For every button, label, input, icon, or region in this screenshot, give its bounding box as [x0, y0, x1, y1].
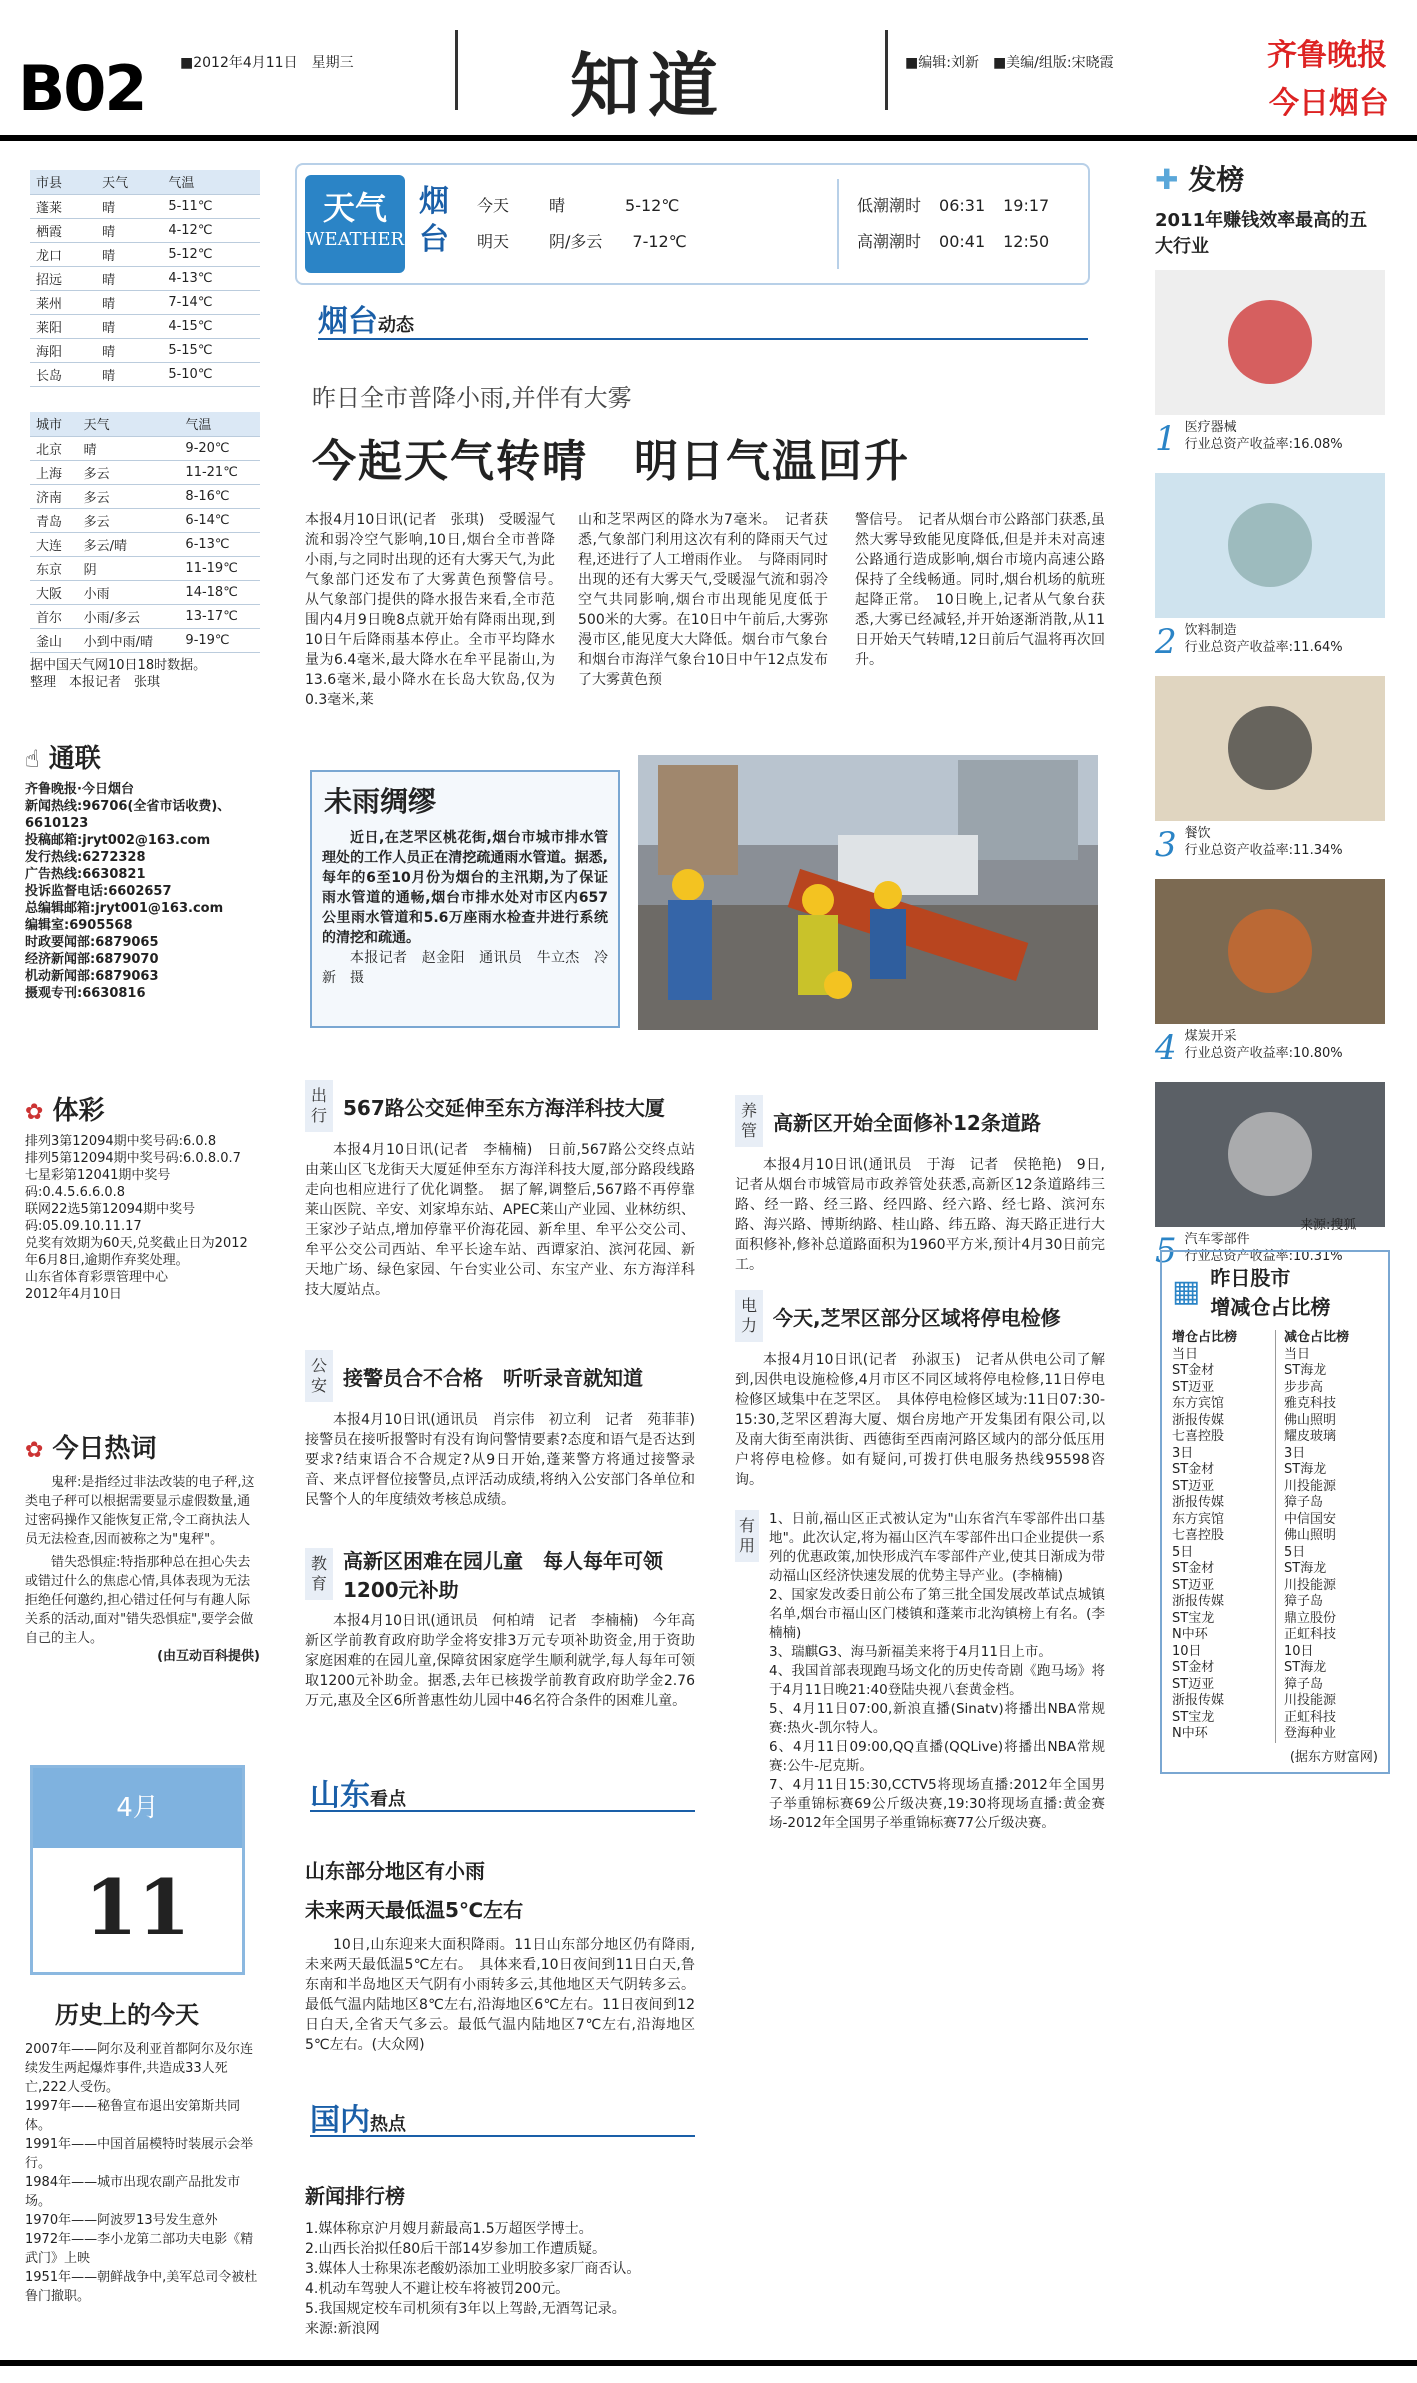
stock-name: 獐子岛: [1284, 1495, 1324, 1510]
industry-item: [1155, 270, 1385, 459]
table-cell: 莱阳: [30, 314, 96, 338]
industry-rate: 行业总资产收益率:10.31%: [1184, 1249, 1343, 1264]
industry-rate: 行业总资产收益率:10.80%: [1184, 1046, 1343, 1061]
table-cell: 上海: [30, 460, 78, 484]
table-cell: 5-12℃: [162, 242, 260, 266]
industry-text: [1185, 622, 1343, 662]
newspaper-edition: 今日烟台: [1269, 86, 1389, 121]
stock-name: 七喜控股: [1172, 1528, 1225, 1543]
stock-name: ST迈亚: [1172, 1379, 1215, 1395]
table-cell: 7-14℃: [162, 290, 260, 314]
divider: [455, 30, 458, 110]
guonei-ranking: 新闻排行榜 1.媒体称京沪月嫂月薪最高1.5万超医学博士。 2.山西长治拟任80后干部14岁参加工作遭质疑。 3.媒体人士称果冻老酸奶添加工业明胶多家厂商否认。 4.机动车驾驶人不避让校车将被罚200元。 5.我国规定校车司机须有3年以上驾龄,无酒驾记录。 来源:新浪网: [305, 2180, 695, 2339]
stock-name: 步步高: [1284, 1379, 1324, 1395]
ranking-item: 4.机动车驾驶人不避让校车将被罚200元。: [305, 2281, 570, 2297]
table-cell: 蓬莱: [30, 194, 96, 218]
weather-city: 烟台: [419, 184, 449, 257]
stock-name: 川投能源: [1284, 1693, 1337, 1708]
high-tide: 高潮潮时 00:41 12:50: [857, 232, 1050, 251]
table-cell: 招远: [30, 266, 96, 290]
industry-caption: [1155, 419, 1385, 459]
contact-line: 齐鲁晚报·今日烟台: [25, 782, 134, 797]
stock-name: 鼎立股份: [1284, 1610, 1337, 1626]
section-title: 知道: [570, 45, 726, 127]
table-cell: 大连: [30, 532, 78, 556]
stock-name: ST金材: [1172, 1363, 1215, 1378]
news-item: 出行 567路公交延伸至东方海洋科技大厦 本报4月10日讯(记者 李楠楠) 日前,567路公交终点站由莱山区飞龙街天大厦延伸至东方海洋科技大厦,部分路段线路走向也相应进行了优化调整。 据了解,调整后,567路不再停靠莱山医院、辛安、刘家埠东站、APEC莱山产业园、业林纺织、王家沙子站点,增加停靠平价海花园、新牟里、牟平公交公司、牟平公交公司西站、牟平长途车站、西谭家泊、滨河花园、新天地广场、绿色家园、午台实业公司、东宝产业、东方海洋科技大厦站点。: [305, 1080, 695, 1300]
stock-name: 当日: [1172, 1346, 1199, 1362]
stock-name: 10日: [1172, 1643, 1202, 1659]
stock-name: 当日: [1284, 1346, 1311, 1362]
stock-name: 佛山照明: [1284, 1528, 1337, 1543]
stock-name: 佛山照明: [1284, 1412, 1337, 1428]
newspaper-logo: 齐鲁晚报: [1267, 38, 1387, 73]
hand-icon: ☝: [25, 745, 40, 773]
table-cell: 13-17℃: [179, 604, 260, 628]
table-cell: 8-16℃: [179, 484, 260, 508]
stock-name: 獐子岛: [1284, 1676, 1324, 1692]
stock-name: 正虹科技: [1284, 1627, 1337, 1642]
contact-line: 摄观专刊:6630816: [25, 986, 146, 1001]
history-line: 1972年——李小龙第二部功夫电影《精武门》上映: [25, 2232, 254, 2266]
history-section: [25, 1995, 260, 2306]
industry-rank: 5: [1155, 1231, 1177, 1271]
table-cell: 晴: [96, 314, 162, 338]
industry-rate: 行业总资产收益率:11.64%: [1184, 640, 1343, 655]
industry-name: 饮料制造: [1184, 623, 1237, 638]
stock-name: 登海种业: [1284, 1726, 1337, 1741]
industry-rate: 行业总资产收益率:11.34%: [1184, 843, 1343, 858]
stock-name: 川投能源: [1284, 1577, 1337, 1593]
industry-photo: [1155, 1082, 1385, 1227]
top-rule: [0, 135, 1417, 141]
reci-section: ✿ 今日热词 鬼秤:是指经过非法改装的电子秤,这类电子秤可以根据需要显示虚假数量,通过密码操作又能恢复正常,令工商执法人员无法检查,因而被称之为"鬼秤"。 错失恐惧症:特指那种总在担心失去或错过什么的焦虑心情,具体表现为无法拒绝任何邀约,担心错过任何与有趣人际关系的活动,面对"错失恐惧症",要学会做自己的主人。 (由互动百科提供): [25, 1434, 260, 1664]
stock-name: N中环: [1172, 1627, 1208, 1642]
industry-name: 餐饮: [1184, 826, 1211, 841]
stock-name: 浙报传媒: [1172, 1693, 1225, 1708]
table-row: [30, 194, 260, 218]
article-col1: 本报4月10日讯(记者 张琪) 受暖湿气流和弱冷空气影响,10日,烟台全市普降小雨,与之同时出现的还有大雾天气,为此气象部门还发布了大雾黄色预警信号。 从气象部门提供的降水报告来看,全市范围内4月9日晚8点就开始有降雨出现,到10日午后降雨基本停止。全市平均降水量为6.4毫米,最大降水在牟平昆嵛山,为13.6毫米,最小降水在长岛大钦岛,仅为0.3毫米,莱: [305, 512, 569, 708]
stock-name: ST金材: [1172, 1561, 1215, 1576]
article-col2: 山和芝罘两区的降水为7毫米。 记者获悉,气象部门利用这次有利的降雨天气过程,还进行了人工增雨作业。 与降雨同时出现的还有大雾天气,受暖湿气流和弱冷空气共同影响,烟台市出现能见度低于500米的大雾。在10日中午前后,大雾弥漫市区,能见度大大降低。烟台市气象台和烟台市海洋气象台10日中午12点发布了大雾黄色预: [578, 512, 828, 688]
table-cell: 阴: [78, 556, 180, 580]
chart-icon: ▦: [1172, 1273, 1201, 1309]
lottery-line: 兑奖有效期为60天,兑奖截止日为2012年6月8日,逾期作弃奖处理。: [25, 1236, 248, 1268]
stock-box: ▦ 昨日股市 增减仓占比榜 增仓占比榜 当日 ST金材 ST迈亚 东方宾馆 浙报传媒 七喜控股 3日 ST金材 ST迈亚 浙报传媒 东方宾馆 七喜控股 5日 ST金材 ST迈亚 浙报传媒 ST宝龙 N中环 10日 ST金材 ST迈亚 浙报传媒 ST宝龙 N中环 减仓占比榜 当日 ST海龙 步步高 雅克科技 佛山照明 耀皮玻璃 3日 ST海龙 川投能源 獐子岛 中信国安 佛山照明 5日 ST海龙 川投能源 獐子岛 鼎立股份 正虹科技 10日 ST海龙 獐子岛 川投能源 正虹科技 登海种业 (据东方财富网): [1160, 1250, 1390, 1774]
table-row: [30, 362, 260, 386]
table-row: [30, 508, 260, 532]
table-row: [30, 484, 260, 508]
stock-name: ST迈亚: [1172, 1478, 1215, 1494]
industry-rank: 4: [1155, 1028, 1177, 1068]
article-col3: 警信号。 记者从烟台市公路部门获悉,虽然大雾导致能见度降低,但是并未对高速公路通行造成影响,烟台市境内高速公路保持了全线畅通。同时,烟台机场的航班起降正常。 10日晚上,记者从气象台获悉,大雾已经减轻,并开始逐渐消散,从11日开始天气转晴,12日前后气温将再次回升。: [855, 512, 1105, 668]
calendar: [30, 1765, 245, 1975]
tonglian-section: [25, 738, 260, 1002]
table-cell: 青岛: [30, 508, 78, 532]
stock-name: 雅克科技: [1284, 1396, 1337, 1411]
stock-name: ST海龙: [1284, 1462, 1327, 1477]
article-headline: 今起天气转晴 明日气温回升: [312, 436, 910, 487]
fabang-source: 来源:搜狐: [1300, 1218, 1357, 1233]
table-cell: 6-13℃: [179, 532, 260, 556]
weather-note: 据中国天气网10日18时数据。: [30, 657, 207, 673]
stock-name: ST海龙: [1284, 1363, 1327, 1378]
table-row: [30, 580, 260, 604]
stock-name: 3日: [1284, 1445, 1306, 1461]
flower-icon: ✿: [25, 1438, 44, 1463]
stock-name: ST金材: [1172, 1462, 1215, 1477]
stock-name: 5日: [1172, 1544, 1194, 1560]
table-cell: 5-15℃: [162, 338, 260, 362]
weather-credit: 整理 本报记者 张琪: [30, 674, 161, 690]
table-cell: 9-20℃: [179, 436, 260, 460]
industry-item: [1155, 676, 1385, 865]
weather-today: 今天 晴 5-12℃: [477, 196, 680, 215]
history-title: 历史上的今天: [55, 2001, 199, 2029]
industry-rank: 2: [1155, 622, 1177, 662]
city-weather-table: 市县 天气 气温 蓬莱 晴 5-11℃ 栖霞 晴 4-12℃ 龙口 晴 5-12℃ 招远 晴 4-13℃ 莱州 晴 7-14℃ 莱阳 晴 4-15℃ 海阳 晴 5-15℃ 长岛 晴 5-10℃: [30, 170, 260, 387]
lottery-line: 2012年4月10日: [25, 1287, 122, 1302]
table-cell: 东京: [30, 556, 78, 580]
table-cell: 多云/晴: [78, 532, 180, 556]
table-cell: 6-14℃: [179, 508, 260, 532]
lottery-line: 联网22选5第12094期中奖号码:05.09.10.11.17: [25, 1202, 196, 1234]
stock-name: 正虹科技: [1284, 1709, 1337, 1725]
table-cell: 晴: [78, 436, 180, 460]
industry-item: [1155, 473, 1385, 662]
table-cell: 栖霞: [30, 218, 96, 242]
table-cell: 多云: [78, 508, 180, 532]
stock-name: 东方宾馆: [1172, 1396, 1225, 1411]
stock-name: 獐子岛: [1284, 1594, 1324, 1609]
industry-item: [1155, 1082, 1385, 1271]
table-cell: 首尔: [30, 604, 78, 628]
lottery-line: 山东省体育彩票管理中心: [25, 1270, 169, 1285]
table-cell: 龙口: [30, 242, 96, 266]
contact-line: 发行热线:6272328: [25, 850, 146, 865]
table-cell: 长岛: [30, 362, 96, 386]
stock-name: 浙报传媒: [1172, 1594, 1225, 1609]
table-row: [30, 436, 260, 460]
weather-tomorrow: 明天 阴/多云 7-12℃: [477, 232, 687, 251]
stock-name: 中信国安: [1284, 1511, 1337, 1527]
stock-name: ST迈亚: [1172, 1577, 1215, 1593]
weiyu-box: 未雨绸缪 近日,在芝罘区桃花街,烟台市城市排水管理处的工作人员正在清挖疏通雨水管道。据悉,每年的6至10月份为烟台的主汛期,为了保证雨水管道的通畅,烟台市排水处对市区内657公里雨水管道和5.6万座雨水检查井进行系统的清挖和疏通。 本报记者 赵金阳 通讯员 牛立杰 冷新 摄: [310, 770, 620, 1028]
industry-photo: [1155, 473, 1385, 618]
table-row: [30, 338, 260, 362]
industry-caption: [1155, 825, 1385, 865]
contact-line: 机动新闻部:6879063: [25, 969, 159, 984]
stock-name: 川投能源: [1284, 1478, 1337, 1494]
shandong-article: 山东部分地区有小雨 未来两天最低温5℃左右 10日,山东迎来大面积降雨。11日山东部分地区仍有降雨,未来两天最低温5℃左右。 具体来看,10日夜间到11日白天,鲁东南和半岛地区天气阴有小雨转多云,其他地区天气阴转多云。最低气温内陆地区8℃左右,沿海地区6℃左右。11日夜间到12日白天,全省天气多云。最低气温内陆地区7℃左右,沿海地区5℃左右。(大众网): [305, 1859, 695, 2053]
stock-name: 东方宾馆: [1172, 1511, 1225, 1527]
table-row: [30, 628, 260, 652]
table-cell: 釜山: [30, 628, 78, 652]
industry-text: [1185, 419, 1343, 459]
stock-name: 浙报传媒: [1172, 1495, 1225, 1510]
guonei-head: 国内热点: [310, 2095, 695, 2137]
tonglian-title: ☝ 通联: [25, 744, 101, 774]
table-row: [30, 290, 260, 314]
table-cell: 晴: [96, 338, 162, 362]
news-item: 有用 1、日前,福山区正式被认定为"山东省汽车零部件出口基地"。此次认定,将为福山区汽车零部件出口企业提供一系列的优惠政策,加快形成汽车零部件产业,使其日渐成为带动福山区经济快速发展的优势主导产业。(李楠楠) 2、国家发改委日前公布了第三批全国发展改革试点城镇名单,烟台市福山区门楼镇和蓬莱市北沟镇榜上有名。(李楠楠) 3、瑞麒G3、海马新福美来将于4月11日上市。 4、我国首部表现跑马场文化的历史传奇剧《跑马场》将于4月11日晚21:40登陆央视八套黄金档。 5、4月11日07:00,新浪直播(Sinatv)将播出NBA常规赛:热火-凯尔特人。 6、4月11日09:00,QQ直播(QQLive)将播出NBA常规赛:公牛-尼克斯。 7、4月11日15:30,CCTV5将现场直播:2012年全国男子举重锦标赛69公斤级决赛,19:30将现场直播:黄金赛场-2012年全国男子举重锦标赛77公斤级决赛。: [735, 1510, 1105, 1833]
flower-icon: ✿: [25, 1100, 44, 1125]
table-row: [30, 532, 260, 556]
industry-name: 汽车零部件: [1184, 1232, 1250, 1247]
ranking-item: 5.我国规定校车司机须有3年以上驾龄,无酒驾记录。: [305, 2301, 626, 2317]
industry-photo: [1155, 270, 1385, 415]
industry-rank: 3: [1155, 825, 1177, 865]
contact-line: 编辑室:6905568: [25, 918, 133, 933]
table-cell: 莱州: [30, 290, 96, 314]
bottom-rule: [0, 2360, 1417, 2366]
history-line: 1997年——秘鲁宣布退出安第斯共同体。: [25, 2099, 241, 2133]
china-weather-table: 城市 天气 气温 北京 晴 9-20℃ 上海 多云 11-21℃ 济南 多云 8-16℃ 青岛 多云 6-14℃ 大连 多云/晴 6-13℃ 东京 阴 11-19℃ 大阪 小雨 14-18℃ 首尔 小雨/多云 13-17℃ 釜山 小到中雨/晴 9-19℃ 据中国天气网10日18时数据。 整理 本报记者 张琪: [30, 412, 260, 691]
table-cell: 济南: [30, 484, 78, 508]
history-line: 1991年——中国首届模特时装展示会举行。: [25, 2137, 254, 2171]
industry-name: 医疗器械: [1184, 420, 1237, 435]
calendar-day: 11: [84, 1863, 191, 1952]
header-date: ■2012年4月11日 星期三: [180, 55, 354, 71]
table-cell: 大阪: [30, 580, 78, 604]
stock-name: 3日: [1172, 1445, 1194, 1461]
ranking-item: 3.媒体人士称果冻老酸奶添加工业明胶多家厂商否认。: [305, 2261, 641, 2277]
history-line: 1951年——朝鲜战争中,美军总司令被杜鲁门撤职。: [25, 2270, 258, 2304]
stock-name: 浙报传媒: [1172, 1412, 1225, 1428]
table-cell: 4-12℃: [162, 218, 260, 242]
industry-name: 煤炭开采: [1184, 1029, 1237, 1044]
table-cell: 5-10℃: [162, 362, 260, 386]
ticai-section: ✿ 体彩 排列3第12094期中奖号码:6.0.8 排列5第12094期中奖号码:6.0.8.0.7 七星彩第12041期中奖号码:0.4.5.6.6.0.8 联网22选5第12094期中奖号码:05.09.10.11.17 兑奖有效期为60天,兑奖截止日为2012年6月8日,逾期作弃奖处理。 山东省体育彩票管理中心 2012年4月10日: [25, 1090, 260, 1303]
stock-name: ST宝龙: [1172, 1709, 1215, 1725]
stock-name: N中环: [1172, 1726, 1208, 1741]
weather-badge: 天气 WEATHER: [305, 175, 405, 273]
news-item: 养管 高新区开始全面修补12条道路 本报4月10日讯(通讯员 于海 记者 侯艳艳) 9日,记者从烟台市城管局市政养管处获悉,高新区12条道路纬三路、经一路、经三路、经四路、经六路、经七路、滨河东路、海兴路、博斯纳路、桂山路、纬五路、海天路正进行大面积修补,修补总道路面积为1960平方米,预计4月30日前完工。: [735, 1095, 1105, 1275]
low-tide: 低潮潮时 06:31 19:17: [857, 196, 1050, 215]
table-cell: 晴: [96, 362, 162, 386]
contact-line: 投诉监督电话:6602657: [25, 884, 172, 899]
stock-name: 10日: [1284, 1643, 1314, 1659]
table-row: [30, 218, 260, 242]
contact-line: 新闻热线:96706(全省市话收费)、6610123: [25, 799, 231, 831]
industry-rate: 行业总资产收益率:16.08%: [1184, 437, 1343, 452]
table-cell: 14-18℃: [179, 580, 260, 604]
ranking-item: 2.山西长治拟任80后干部14岁参加工作遭质疑。: [305, 2241, 606, 2257]
fabang-list: [1155, 270, 1385, 1285]
stock-name: ST宝龙: [1172, 1610, 1215, 1626]
article-kicker: 昨日全市普降小雨,并伴有大雾: [312, 384, 632, 412]
table-cell: 晴: [96, 266, 162, 290]
history-line: 1970年——阿波罗13号发生意外: [25, 2213, 218, 2228]
stock-name: ST海龙: [1284, 1660, 1327, 1675]
table-cell: 多云: [78, 460, 180, 484]
puzzle-icon: ✚: [1155, 163, 1179, 196]
history-line: 1984年——城市出现农副产品批发市场。: [25, 2175, 241, 2209]
contact-line: 投稿邮箱:jryt002@163.com: [25, 833, 211, 848]
table-cell: 4-15℃: [162, 314, 260, 338]
lottery-line: 排列5第12094期中奖号码:6.0.8.0.7: [25, 1151, 241, 1166]
shandong-head: 山东看点: [310, 1770, 695, 1812]
stock-name: 耀皮玻璃: [1284, 1429, 1337, 1444]
divider: [885, 30, 888, 110]
yantai-section-head: 烟台动态: [318, 296, 1088, 340]
calendar-month: 4月: [33, 1768, 242, 1848]
table-cell: 11-19℃: [179, 556, 260, 580]
table-cell: 小雨: [78, 580, 180, 604]
table-cell: 4-13℃: [162, 266, 260, 290]
lottery-line: 七星彩第12041期中奖号码:0.4.5.6.6.0.8: [25, 1168, 171, 1200]
industry-text: [1185, 825, 1343, 865]
stock-name: ST金材: [1172, 1660, 1215, 1675]
industry-photo: [1155, 676, 1385, 821]
table-cell: 北京: [30, 436, 78, 460]
table-cell: 晴: [96, 194, 162, 218]
industry-rank: 1: [1155, 419, 1177, 459]
workers-photo: [638, 755, 1098, 1030]
table-cell: 晴: [96, 218, 162, 242]
industry-caption: [1155, 1028, 1385, 1068]
table-cell: 9-19℃: [179, 628, 260, 652]
page-number: B02: [18, 52, 146, 125]
table-row: [30, 314, 260, 338]
stock-name: 5日: [1284, 1544, 1306, 1560]
fabang-section: ✚ 发榜 2011年赚钱效率最高的五大行业: [1155, 163, 1368, 257]
industry-caption: [1155, 622, 1385, 662]
stock-name: ST海龙: [1284, 1561, 1327, 1576]
history-line: 2007年——阿尔及利亚首都阿尔及尔连续发生两起爆炸事件,共造成33人死亡,222人受伤。: [25, 2042, 254, 2095]
table-cell: 小雨/多云: [78, 604, 180, 628]
industry-photo: [1155, 879, 1385, 1024]
table-cell: 5-11℃: [162, 194, 260, 218]
table-cell: 海阳: [30, 338, 96, 362]
stock-name: 七喜控股: [1172, 1429, 1225, 1444]
table-row: [30, 556, 260, 580]
ranking-item: 1.媒体称京沪月嫂月薪最高1.5万超医学博士。: [305, 2221, 593, 2237]
industry-text: [1185, 1028, 1343, 1068]
header-editors: ■编辑:刘新 ■美编/组版:宋晓霞: [905, 55, 1114, 71]
stock-name: ST迈亚: [1172, 1676, 1215, 1692]
table-row: [30, 242, 260, 266]
news-item: 电力 今天,芝罘区部分区域将停电检修 本报4月10日讯(记者 孙淑玉) 记者从供电公司了解到,因供电设施检修,4月市区不同区域将停电检修,11日停电检修区域集中在芝罘区。 具体停电检修区域为:11日07:30-15:30,芝罘区碧海大厦、烟台房地产开发集团有限公司,以及南大街至南洪街、西德街至西南河路区域内的部分低压用户将停电检修。如有疑问,可拨打供电服务热线95598咨询。: [735, 1290, 1105, 1490]
news-item: 公安 接警员合不合格 听听录音就知道 本报4月10日讯(通讯员 肖宗伟 初立利 记者 苑菲菲) 接警员在接听报警时有没有询问警情要素?态度和语气是否达到要求?结束语合不合规定?从9日开始,蓬莱警方将通过接警录音、来点评督位接警员,点评活动成绩,将纳入公安部门各单位和民警个人的年度绩效考核总成绩。: [305, 1350, 695, 1510]
table-cell: 11-21℃: [179, 460, 260, 484]
contact-line: 时政要闻部:6879065: [25, 935, 159, 950]
news-item: 教育 高新区困难在园儿童 每人每年可领1200元补助 本报4月10日讯(通讯员 何柏靖 记者 李楠楠) 今年高新区学前教育政府助学金将安排3万元专项补助资金,用于资助家庭困难的在园儿童,保障贫困家庭学生顺利就学,每人每年可领取1200元补助金。据悉,去年已核拨学前教育政府助学金2.76万元,惠及全区6所普惠性幼儿园中46名符合条件的困难儿童。: [305, 1549, 695, 1709]
table-cell: 晴: [96, 290, 162, 314]
contact-line: 总编辑邮箱:jryt001@163.com: [25, 901, 224, 916]
contact-line: 广告热线:6630821: [25, 867, 146, 882]
table-cell: 小到中雨/晴: [78, 628, 180, 652]
industry-item: [1155, 879, 1385, 1068]
table-cell: 晴: [96, 242, 162, 266]
weather-box: [295, 163, 1090, 285]
table-cell: 多云: [78, 484, 180, 508]
table-row: [30, 460, 260, 484]
lottery-line: 排列3第12094期中奖号码:6.0.8: [25, 1134, 217, 1149]
contact-line: 经济新闻部:6879070: [25, 952, 159, 967]
table-row: [30, 604, 260, 628]
table-row: [30, 266, 260, 290]
